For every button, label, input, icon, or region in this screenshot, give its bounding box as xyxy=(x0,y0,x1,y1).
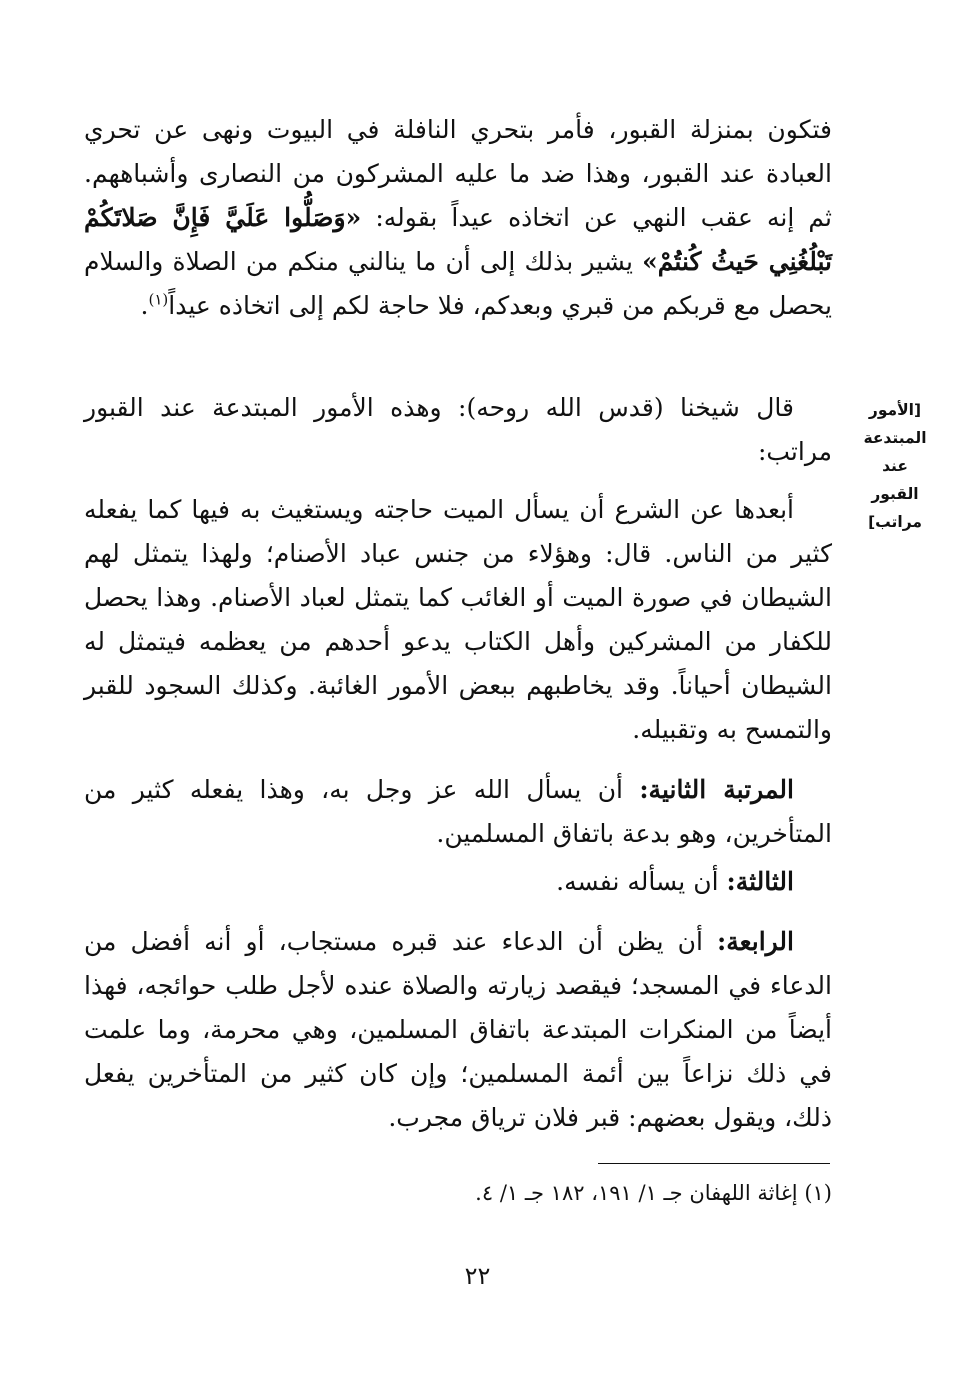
rank-2-text: أن يسأل الله عز وجل به، وهذا يفعله كثير من المتأخرين، وهو بدعة باتفاق المسلمين. xyxy=(84,775,832,848)
paragraph-6 xyxy=(84,920,832,1140)
paragraph-2 xyxy=(84,386,832,474)
paragraph-5 xyxy=(84,860,832,904)
rank-3-text: أن يسأله نفسه. xyxy=(556,867,727,896)
paragraph-2-text: قال شيخنا (قدس الله روحه): وهذه الأمور المبتدعة عند القبور مراتب: xyxy=(84,393,832,466)
rank-4-label: الرابعة: xyxy=(717,927,794,956)
footnote-reference[interactable]: (١) xyxy=(148,290,169,309)
rank-3-label: الثالثة: xyxy=(726,867,794,896)
footnote: (١) إغاثة اللهفان جـ ١/ ١٩١، ١٨٢ جـ ١/ ٤. xyxy=(475,1181,832,1205)
paragraph-1-text-a: فتكون بمنزلة القبور، فأمر بتحري النافلة في البيوت ونهى عن تحري العبادة عند القبور، وهذا ضد ما عليه المشركون من النصارى وأشباههم. ثم إنه عقب النهي عن اتخاذه عيداً بقوله: xyxy=(84,115,833,232)
margin-heading-line-3: عند xyxy=(882,457,908,475)
paragraph-3-text: أبعدها عن الشرع أن يسأل الميت حاجته ويستغيث به فيها كما يفعله كثير من الناس. قال: وهؤلاء من جنس عباد الأصنام؛ ولهذا يتمثل لهم الشيطان في صورة الميت أو الغائب كما يتمثل لعباد الأصنام. وهذا يحصل للكفار من المشركين وأهل الكتاب يدعو أحدهم من يعظمه فيتمثل له الشيطان أحياناً. وقد يخاطبهم ببعض الأمور الغائبة. وكذلك السجود للقبر والتمسح به وتقبيله. xyxy=(84,495,832,744)
paragraph-1-text-b: يشير بذلك إلى أن ما ينالني منكم من الصلاة والسلام يحصل مع قربكم من قبري وبعدكم، فلا حاجة لكم إلى اتخاذه عيداً xyxy=(84,247,832,320)
margin-heading xyxy=(849,396,941,536)
rank-2-label: المرتبة الثانية: xyxy=(639,775,794,804)
margin-heading-line-4: القبور xyxy=(871,485,919,503)
paragraph-1-end: . xyxy=(140,291,149,320)
page-number: ٢٢ xyxy=(464,1262,491,1290)
paragraph-1 xyxy=(84,108,832,328)
margin-heading-line-5: مراتب] xyxy=(868,513,922,531)
paragraph-3 xyxy=(84,488,832,752)
margin-heading-line-1: [الأمور xyxy=(868,401,922,419)
paragraph-4 xyxy=(84,768,832,856)
rank-4-text: أن يظن أن الدعاء عند قبره مستجاب، أو أنه أفضل من الدعاء في المسجد؛ فيقصد زيارته والصلاة عنده لأجل طلب حوائجه، فهذا أيضاً من المنكرات المبتدعة باتفاق المسلمين، وهي محرمة، وما علمت في ذلك نزاعاً بين أئمة المسلمين؛ وإن كان كثير من المتأخرين يفعل ذلك، ويقول بعضهم: قبر فلان ترياق مجرب. xyxy=(84,927,832,1132)
footnote-divider xyxy=(598,1163,830,1164)
hadith-quote: «وَصَلُّوا عَلَيَّ فَإِنَّ صَلاتَكُمْ تَبْلُغُنِي حَيثُ كُنتُمْ» xyxy=(84,203,832,276)
margin-heading-line-2: المبتدعة xyxy=(863,429,927,447)
